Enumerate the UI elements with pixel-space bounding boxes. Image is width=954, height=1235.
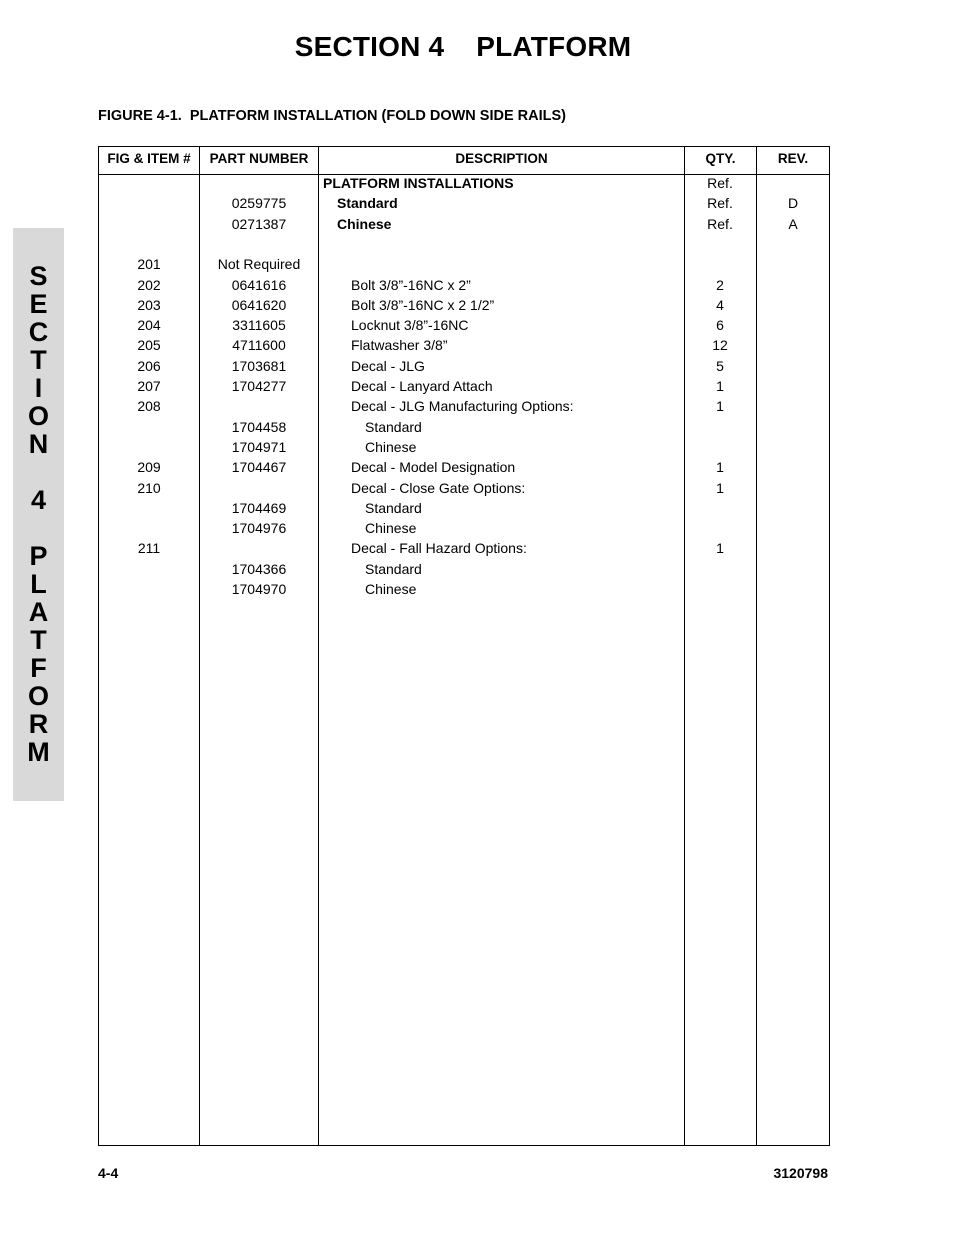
row-part-number: 1704469 <box>231 499 287 516</box>
table-row <box>99 234 829 254</box>
row-qty: 4 <box>716 296 724 313</box>
figure-title: FIGURE 4-1. PLATFORM INSTALLATION (FOLD DOWN SIDE RAILS) <box>98 108 567 124</box>
table-row <box>99 417 829 437</box>
side-tab-letter: O <box>27 401 49 431</box>
table-row <box>99 315 829 335</box>
row-part-number: Not Required <box>217 256 301 273</box>
table-row <box>99 538 829 558</box>
row-item-number: 206 <box>137 357 161 374</box>
row-qty: Ref. <box>707 195 733 212</box>
row-part-number: 1703681 <box>231 357 287 374</box>
table-row <box>99 437 829 457</box>
row-description: Decal - Model Designation <box>351 459 516 476</box>
row-part-number: 1704467 <box>231 459 287 476</box>
side-tab-letter: I <box>34 373 43 403</box>
side-tab-letter: T <box>30 345 47 375</box>
table-row <box>99 214 829 234</box>
row-description: PLATFORM INSTALLATIONS <box>323 175 514 191</box>
side-tab-letter: E <box>29 289 48 319</box>
row-part-number: 1704971 <box>231 438 287 455</box>
row-part-number: 0259775 <box>231 195 287 212</box>
row-rev: D <box>787 195 799 212</box>
row-qty: 2 <box>716 276 724 293</box>
row-item-number: 201 <box>137 256 161 273</box>
row-description: Decal - Fall Hazard Options: <box>351 540 527 557</box>
row-qty: 12 <box>712 337 728 354</box>
page-number: 4-4 <box>98 1165 119 1181</box>
row-description: Standard <box>365 560 422 577</box>
row-description: Flatwasher 3/8” <box>351 337 448 354</box>
side-tab-letters <box>13 262 64 766</box>
row-qty: 5 <box>716 357 724 374</box>
row-part-number: 1704458 <box>231 418 287 435</box>
row-qty: Ref. <box>707 215 733 232</box>
row-qty: 6 <box>716 317 724 334</box>
side-tab-letter: F <box>30 653 47 683</box>
row-part-number: 0271387 <box>231 215 287 232</box>
section-title: SECTION 4 PLATFORM <box>294 31 632 62</box>
side-tab-letter: M <box>27 737 50 767</box>
table-row <box>99 559 829 579</box>
row-qty: Ref. <box>707 175 733 191</box>
row-description: Decal - JLG <box>351 357 425 374</box>
row-description: Chinese <box>365 520 417 537</box>
side-tab-letter: S <box>29 261 48 291</box>
side-tab-letter: 4 <box>30 485 47 515</box>
row-description: Locknut 3/8”-16NC <box>351 317 469 334</box>
row-part-number: 4711600 <box>232 337 286 354</box>
table-row <box>99 396 829 416</box>
row-part-number: 1704976 <box>231 520 287 537</box>
row-description: Standard <box>365 418 422 435</box>
row-qty: 1 <box>716 479 724 496</box>
row-part-number: 1704970 <box>231 581 287 597</box>
row-qty: 1 <box>716 398 724 415</box>
row-item-number: 211 <box>137 540 161 557</box>
row-description: Decal - Lanyard Attach <box>351 378 493 394</box>
row-description: Decal - JLG Manufacturing Options: <box>351 398 574 415</box>
table-row <box>99 275 829 295</box>
table-row <box>99 498 829 518</box>
row-item-number: 204 <box>137 317 161 334</box>
row-description: Standard <box>365 499 422 516</box>
side-tab-letter: P <box>29 541 48 571</box>
row-description: Chinese <box>365 438 417 455</box>
table-row <box>99 335 829 355</box>
row-item-number: 202 <box>137 276 161 293</box>
side-tab-letter: O <box>27 681 49 711</box>
row-qty: 1 <box>716 540 724 557</box>
row-item-number: 207 <box>137 378 161 394</box>
column-header-description: DESCRIPTION <box>455 151 548 166</box>
row-item-number: 203 <box>137 296 161 313</box>
parts-table <box>98 146 830 1146</box>
table-row <box>99 193 829 213</box>
column-header-item: FIG & ITEM # <box>107 151 191 166</box>
table-row <box>99 254 829 274</box>
table-row <box>99 478 829 498</box>
row-part-number: 0641616 <box>231 276 287 293</box>
row-part-number: 1704277 <box>231 378 287 394</box>
side-tab-letter <box>13 514 64 542</box>
row-description: Chinese <box>337 215 392 232</box>
row-item-number: 210 <box>137 479 161 496</box>
side-tab-letter: L <box>30 569 47 599</box>
column-header-qty: QTY. <box>705 151 736 166</box>
side-tab-letter: R <box>28 709 49 739</box>
row-rev: A <box>788 215 798 232</box>
row-qty: 1 <box>716 378 724 394</box>
row-qty: 1 <box>716 459 724 476</box>
row-item-number: 208 <box>137 398 161 415</box>
side-tab-letter: C <box>28 317 49 347</box>
table-row <box>99 295 829 315</box>
row-item-number: 209 <box>137 459 161 476</box>
section-side-tab <box>13 228 64 801</box>
row-description: Decal - Close Gate Options: <box>351 479 526 496</box>
table-row <box>99 579 829 599</box>
row-part-number: 0641620 <box>231 296 287 313</box>
row-description: Standard <box>337 195 398 212</box>
row-description: Bolt 3/8”-16NC x 2” <box>351 276 471 293</box>
table-row <box>99 173 829 193</box>
row-description: Bolt 3/8”-16NC x 2 1/2” <box>351 296 495 313</box>
table-row <box>99 376 829 396</box>
table-row <box>99 518 829 538</box>
row-part-number: 1704366 <box>231 560 287 577</box>
row-description: Chinese <box>365 581 417 597</box>
document-number: 3120798 <box>773 1165 828 1181</box>
side-tab-letter <box>13 458 64 486</box>
side-tab-letter: T <box>30 625 47 655</box>
table-row <box>99 356 829 376</box>
row-item-number: 205 <box>137 337 161 354</box>
column-header-part-number: PART NUMBER <box>209 151 309 166</box>
side-tab-letter: A <box>28 597 49 627</box>
column-header-rev: REV. <box>777 151 809 166</box>
side-tab-letter: N <box>28 429 49 459</box>
row-part-number: 3311605 <box>232 317 286 334</box>
table-row <box>99 457 829 477</box>
